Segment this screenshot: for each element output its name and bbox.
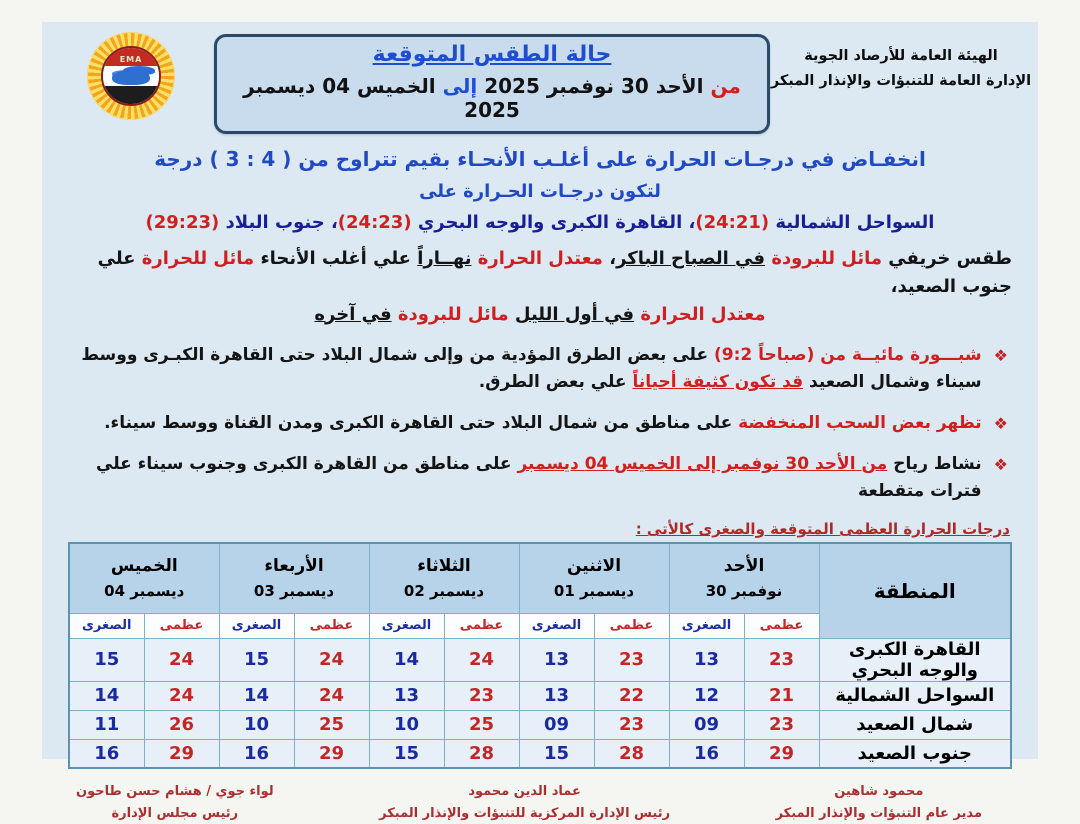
day-header-row [69,543,1011,613]
day-header-monday: الاثنين 01 ديسمبر [519,543,669,613]
signature-head-central [379,781,670,824]
page-title: حالة الطقس المتوقعة [372,42,612,67]
org-line-2: الإدارة العامة للتنبؤات والإنذار المبكر [770,73,1032,90]
region-name: شمال الصعيد [819,710,1011,739]
signature-title: رئيس مجلس الإدارة [111,805,239,821]
subtitle-start-date: الأحد 30 نوفمبر 2025 [477,74,711,98]
org-line-1: الهيئة العامة للأرصاد الجوية [804,48,998,64]
subtitle-end-date: الخميس 04 ديسمبر 2025 [243,74,520,122]
organization-name [770,30,1032,95]
subtitle-to: إلى [442,74,478,98]
low-clouds-item: ❖ تظهر بعض السحب المنخفضة على مناطق من شمال البلاد حتى القاهرة الكبرى ومدن القناة ووسط سيناء. [72,410,1008,436]
signature-title: رئيس الإدارة المركزية للتنبؤات والإنذار المبكر [379,805,671,821]
title-box [214,34,770,134]
bulletin-page [42,22,1038,821]
diamond-bullet-icon: ❖ [993,455,1008,475]
logo-area [48,30,214,120]
region-name: السواحل الشمالية [819,681,1011,710]
day-header-wednesday: الأربعاء 03 ديسمبر [219,543,369,613]
signature-name: لواء جوي / هشام حسن طاحون [76,784,274,800]
table-row: جنوب الصعيد 29 16 28 15 28 15 29 16 29 16 [69,739,1011,768]
table-row: القاهرة الكبرى والوجه البحري 23 13 23 13 24 14 24 15 24 15 [69,638,1011,681]
table-row: السواحل الشمالية 21 12 22 13 23 13 24 14 24 14 [69,681,1011,710]
header [42,22,1038,134]
day-header-sunday: الأحد 30 نوفمبر [669,543,819,613]
diamond-bullet-icon: ❖ [993,346,1008,366]
subtitle-from: من [710,74,741,98]
range-value: ( 3 : 4 ) [209,147,292,171]
weather-description: طقس خريفي مائل للبرودة في الصباح الباكر، معتدل الحرارة نهــاراً علي أغلب الأنحاء مائل للحرارة علي جنوب الصعيد، معتدل الحرارة في أول الليل مائل للبرودة في آخره [97,247,1012,325]
signature-name: محمود شاهين [834,784,924,800]
forecast-period [227,74,757,122]
temperature-table [68,542,1012,769]
logo-text: EMA [119,55,143,64]
region-name: جنوب الصعيد [819,739,1011,768]
summary-line-3: السواحل الشمالية (24:21)، القاهرة الكبرى والوجه البحري (24:23)، جنوب البلاد (29:23) [145,211,935,233]
day-header-thursday: الخميس 04 ديسمبر [69,543,219,613]
flag-globe-icon [101,46,161,106]
footer-signatures [42,769,1038,824]
table-caption: درجات الحرارة العظمى المتوقعة والصغرى كالأتى : [635,520,1010,539]
south-range: (29:23) [145,211,220,233]
cairo-range: (24:23) [337,211,412,233]
table-row: شمال الصعيد 23 09 23 09 25 10 25 10 26 11 [69,710,1011,739]
signature-director [776,781,982,824]
coast-range: (24:21) [695,211,770,233]
region-name: القاهرة الكبرى والوجه البحري [819,638,1011,681]
cloud-icon [112,70,150,85]
temperature-summary [42,144,1038,237]
fog-warning-item: ❖ شبـــورة مائيــة من (9:2 صباحاً) على بعض الطرق المؤدية من وإلى شمال البلاد حتى القاهرة الكبـرى ووسط سيناء وشمال الصعيد قد تكون كثيفة أحياناً علي بعض الطرق. [72,342,1008,395]
region-header: المنطقة [819,543,1011,638]
max-min-subheader-row: عظمى الصغرى عظمى الصغرى عظمى الصغرى عظمى الصغرى عظمى الصغرى [69,613,1011,638]
fog-time-range: (9:2 صباحاً) [714,345,815,366]
day-header-tuesday: الثلاثاء 02 ديسمبر [369,543,519,613]
warnings-list [72,342,1008,504]
summary-line-2: لتكون درجـات الحـرارة على [419,181,661,202]
signature-chairman [76,781,274,824]
ema-sun-logo-icon [87,32,175,120]
signature-name: عماد الدين محمود [468,784,581,800]
signature-title: مدير عام التنبؤات والإنذار المبكر [775,805,982,821]
diamond-bullet-icon: ❖ [993,414,1008,434]
summary-line-1: انخفـاض في درجـات الحرارة على أغلـب الأنحـاء بقيم تتراوح من ( 3 : 4 ) درجة [154,147,926,171]
wind-activity-item: ❖ نشاط رياح من الأحد 30 نوفمبر إلى الخميس 04 ديسمبر على مناطق من القاهرة الكبرى وجنوب سيناء علي فترات متقطعة [72,451,1008,504]
